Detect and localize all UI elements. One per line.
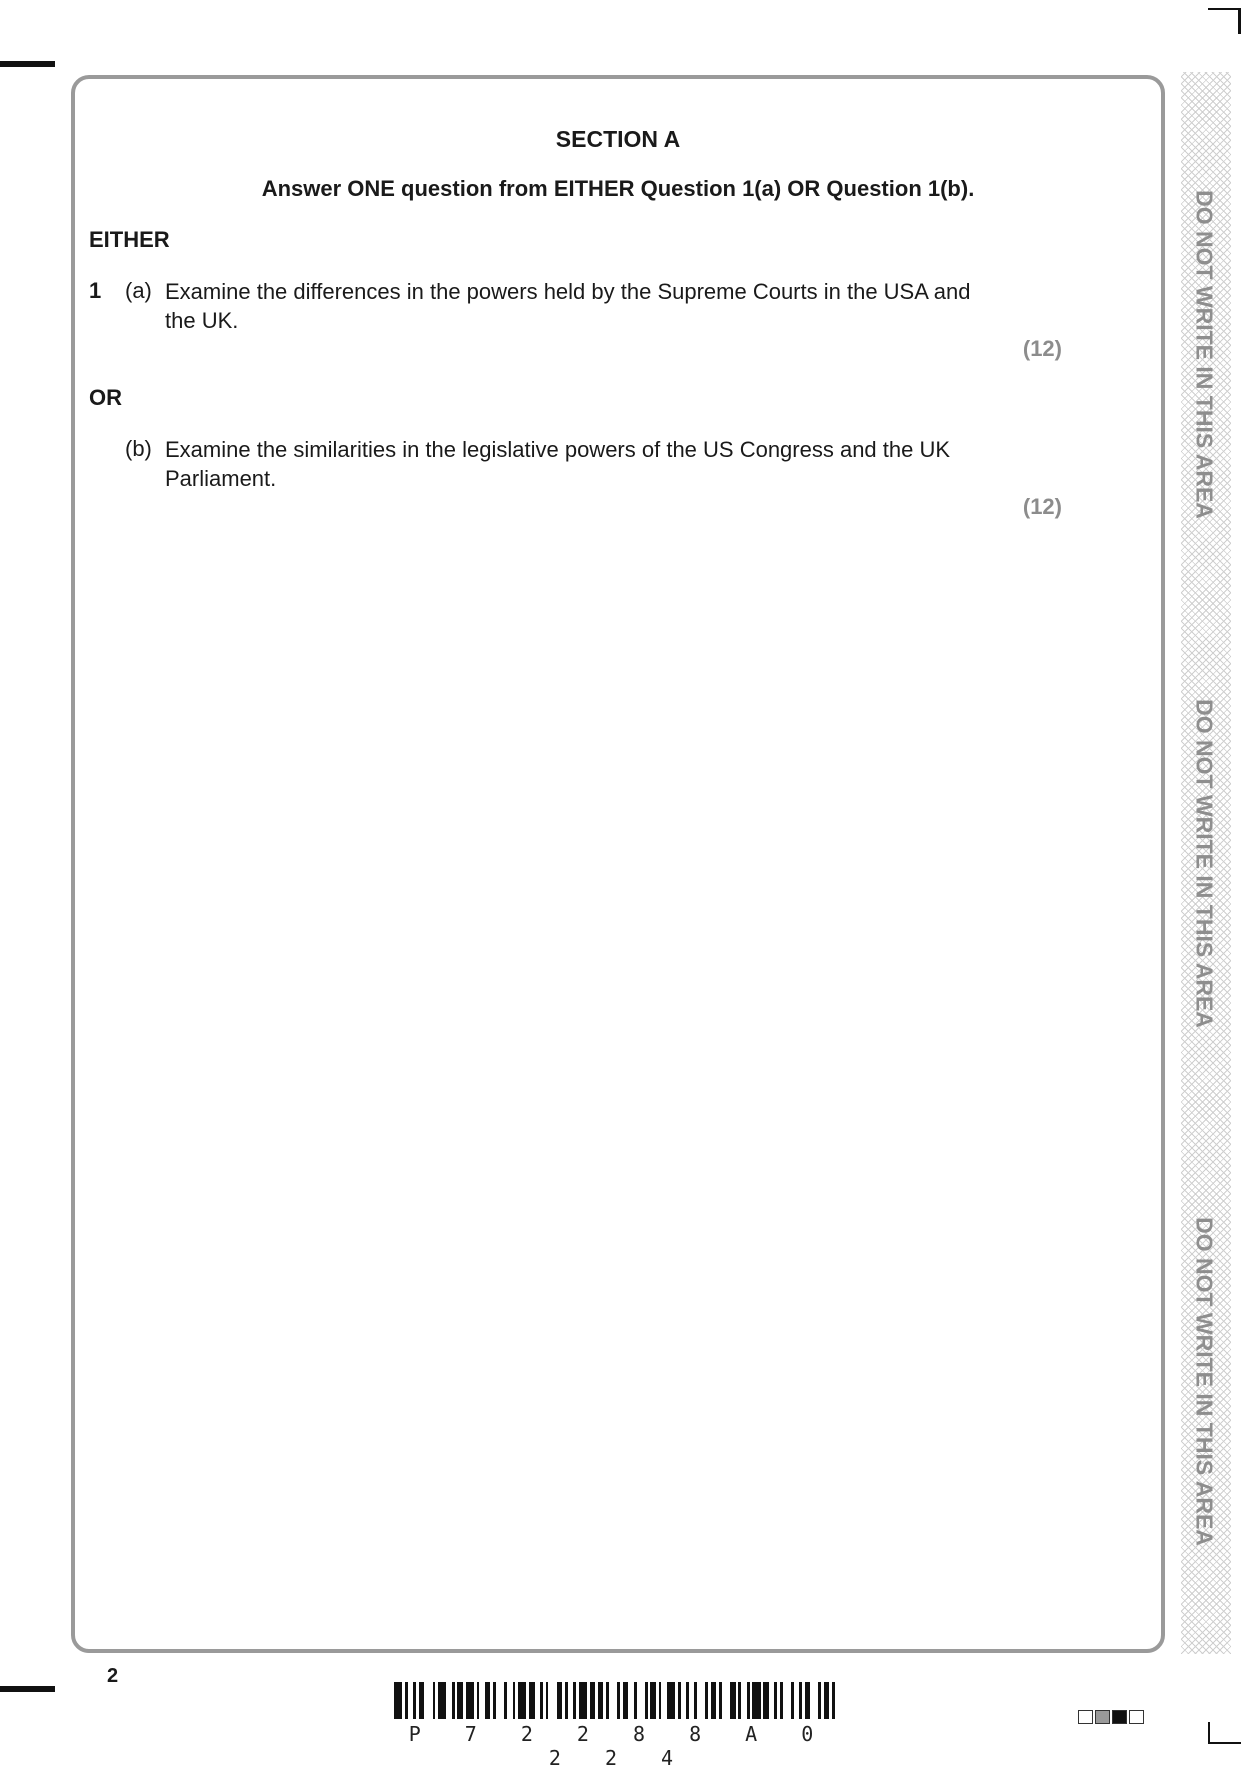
crop-mark-bottom-right-h xyxy=(1208,1742,1241,1744)
barcode-bar xyxy=(810,1682,818,1719)
barcode-bar xyxy=(394,1682,402,1719)
side-warning-3: DO NOT WRITE IN THIS AREA xyxy=(1191,1217,1218,1546)
barcode-bar xyxy=(496,1682,504,1719)
side-warning-1: DO NOT WRITE IN THIS AREA xyxy=(1191,190,1218,519)
question-part-b-marks: (12) xyxy=(1022,494,1062,519)
question-number: 1 xyxy=(89,278,102,303)
barcode xyxy=(394,1682,844,1719)
barcode-bar xyxy=(518,1682,526,1719)
question-part-a-label: (a) xyxy=(125,278,152,303)
registration-box-black xyxy=(1112,1710,1127,1724)
crop-mark-bottom-right-v xyxy=(1208,1722,1210,1744)
section-title: SECTION A xyxy=(555,126,681,152)
registration-box-grey xyxy=(1095,1710,1110,1724)
page-number: 2 xyxy=(107,1665,119,1687)
barcode-text: P 7 2 2 8 8 A 0 2 2 4 xyxy=(408,1722,830,1770)
barcode-bar xyxy=(667,1682,675,1719)
crop-mark-top-left xyxy=(0,61,55,67)
registration-box-white-2 xyxy=(1129,1710,1144,1724)
question-part-a-text: Examine the differences in the powers held by the Supreme Courts in the USA and the UK. xyxy=(165,279,971,333)
barcode-bar xyxy=(697,1682,705,1719)
barcode-bar xyxy=(579,1682,587,1719)
barcode-bar xyxy=(752,1682,760,1719)
barcode-bar xyxy=(609,1682,617,1719)
barcode-bar xyxy=(424,1682,432,1719)
section-instruction: Answer ONE question from EITHER Question 1(a) OR Question 1(b). xyxy=(261,176,975,201)
question-part-a-marks: (12) xyxy=(1022,336,1062,361)
either-label: EITHER xyxy=(89,227,170,252)
barcode-bar xyxy=(835,1682,843,1719)
or-label: OR xyxy=(89,385,122,410)
print-registration-boxes xyxy=(1078,1710,1144,1724)
barcode-bar xyxy=(783,1682,791,1719)
registration-box-white xyxy=(1078,1710,1093,1724)
barcode-bar xyxy=(466,1682,474,1719)
barcode-bar xyxy=(438,1682,446,1719)
side-warning-2: DO NOT WRITE IN THIS AREA xyxy=(1191,699,1218,1028)
barcode-bar xyxy=(548,1682,556,1719)
barcode-bar xyxy=(637,1682,645,1719)
question-part-b-label: (b) xyxy=(125,436,152,461)
question-part-b-text: Examine the similarities in the legislative powers of the US Congress and the UK Parliament. xyxy=(165,437,951,491)
crop-mark-top-right-h xyxy=(1208,8,1241,10)
crop-mark-bottom-left xyxy=(0,1686,55,1692)
barcode-bar xyxy=(722,1682,730,1719)
